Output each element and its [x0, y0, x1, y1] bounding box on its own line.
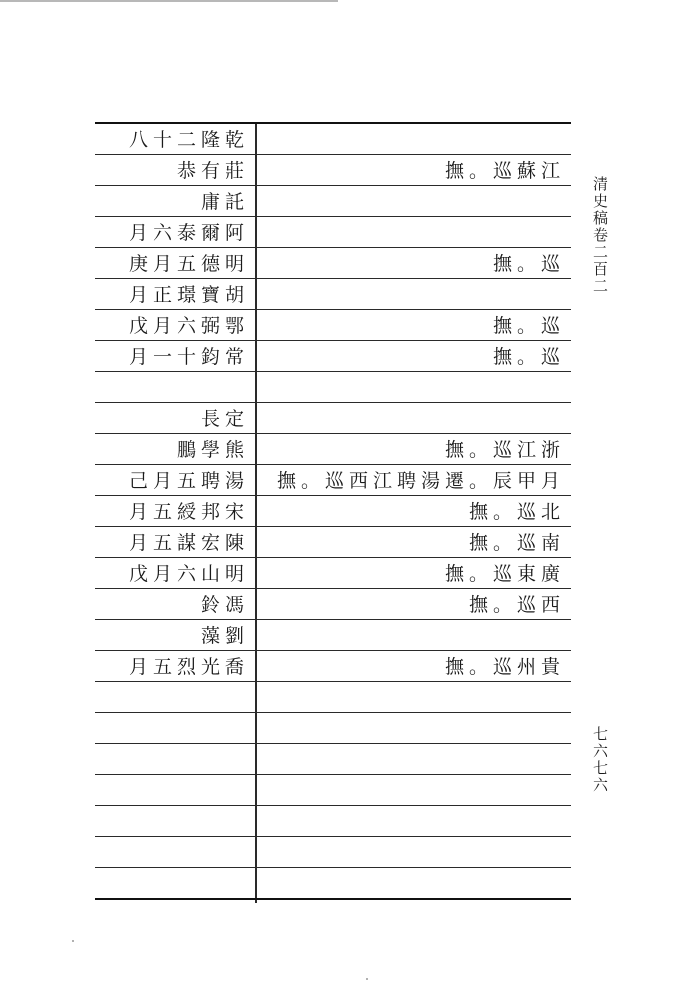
table-row	[95, 216, 571, 247]
table-row	[95, 464, 571, 495]
official-name-cell	[95, 371, 249, 402]
scan-edge-line	[0, 0, 338, 2]
post-record-cell	[263, 712, 565, 743]
post-record-cell	[263, 185, 565, 216]
official-name-cell	[95, 712, 249, 743]
official-name-cell: 恭有莊	[176, 160, 249, 182]
post-record-cell: 撫。巡南	[468, 532, 565, 554]
post-record-cell	[263, 805, 565, 836]
official-name-cell: 月五謀宏陳	[128, 532, 249, 554]
table-row	[95, 123, 571, 154]
table-row	[95, 774, 571, 805]
post-record-cell	[263, 278, 565, 309]
table-row	[95, 309, 571, 340]
official-name-cell	[95, 805, 249, 836]
post-record-cell	[263, 216, 565, 247]
official-name-cell: 己月五聘湯	[128, 470, 249, 492]
post-record-cell	[263, 836, 565, 867]
speck-mark	[72, 940, 74, 942]
official-name-cell: 戊月六弼鄂	[128, 315, 249, 337]
post-record-cell: 撫。巡蘇江	[444, 160, 565, 182]
table-row	[95, 371, 571, 402]
official-name-cell	[95, 743, 249, 774]
table-row	[95, 836, 571, 867]
post-record-cell	[263, 619, 565, 650]
table-bottom-border	[95, 898, 571, 900]
running-title: 清史稿卷二百二	[591, 176, 609, 295]
table-row	[95, 867, 571, 898]
table-row	[95, 588, 571, 619]
official-name-cell: 藻劉	[200, 625, 249, 647]
post-record-cell: 撫。巡	[492, 315, 565, 337]
table-row	[95, 154, 571, 185]
post-record-cell	[263, 774, 565, 805]
post-record-cell: 撫。巡西江聘湯遷。辰甲月	[276, 470, 565, 492]
table-row	[95, 340, 571, 371]
post-record-cell	[263, 123, 565, 154]
post-record-cell	[263, 371, 565, 402]
official-table	[95, 122, 571, 903]
post-record-cell: 撫。巡東廣	[444, 563, 565, 585]
post-record-cell: 撫。巡江浙	[444, 439, 565, 461]
post-record-cell: 撫。巡北	[468, 501, 565, 523]
official-name-cell: 月五烈光喬	[128, 656, 249, 678]
table-row	[95, 805, 571, 836]
table-row	[95, 743, 571, 774]
official-name-cell	[95, 681, 249, 712]
table-row	[95, 526, 571, 557]
official-name-cell: 月六泰爾阿	[128, 222, 249, 244]
table-row	[95, 495, 571, 526]
page-number: 七六七六	[591, 726, 609, 794]
table-row	[95, 278, 571, 309]
speck-mark	[366, 978, 368, 980]
post-record-cell: 撫。巡	[492, 346, 565, 368]
table-row	[95, 650, 571, 681]
post-record-cell	[263, 402, 565, 433]
official-name-cell: 鈴馮	[200, 594, 249, 616]
table-row	[95, 185, 571, 216]
post-record-cell: 撫。巡西	[468, 594, 565, 616]
official-name-cell: 長定	[200, 408, 249, 430]
table-row	[95, 247, 571, 278]
official-name-cell: 月正璟寶胡	[128, 284, 249, 306]
table-row	[95, 402, 571, 433]
official-name-cell: 戊月六山明	[128, 563, 249, 585]
official-name-cell	[95, 836, 249, 867]
official-name-cell: 庸託	[200, 191, 249, 213]
official-name-cell	[95, 867, 249, 898]
official-name-cell	[95, 774, 249, 805]
post-record-cell: 撫。巡州貴	[444, 656, 565, 678]
table-row	[95, 712, 571, 743]
post-record-cell: 撫。巡	[492, 253, 565, 275]
post-record-cell	[263, 681, 565, 712]
post-record-cell	[263, 743, 565, 774]
official-name-cell: 月一十鈞常	[128, 346, 249, 368]
official-name-cell: 庚月五德明	[128, 253, 249, 275]
table-row	[95, 433, 571, 464]
table-row	[95, 681, 571, 712]
official-name-cell: 鵬學熊	[176, 439, 249, 461]
official-name-cell: 八十二隆乾	[128, 129, 249, 151]
official-name-cell: 月五綬邦宋	[128, 501, 249, 523]
post-record-cell	[263, 867, 565, 898]
table-row	[95, 557, 571, 588]
table-row	[95, 619, 571, 650]
